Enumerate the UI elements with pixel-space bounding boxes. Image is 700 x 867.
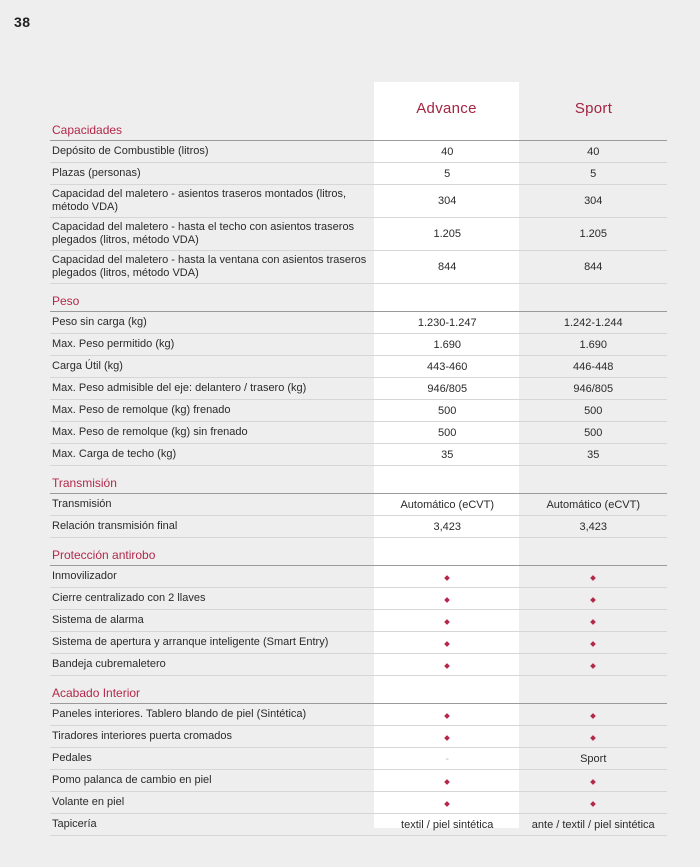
cell-advance: 946/805 bbox=[427, 382, 468, 395]
table-row bbox=[50, 792, 667, 814]
diamond-icon bbox=[444, 779, 450, 785]
page-number: 38 bbox=[14, 14, 31, 30]
table-row bbox=[50, 588, 667, 610]
table-row bbox=[50, 400, 667, 422]
cell-sport: 1.690 bbox=[579, 338, 607, 351]
table-row bbox=[50, 726, 667, 748]
row-label: Transmisión bbox=[52, 498, 112, 510]
cell-advance: 35 bbox=[441, 448, 454, 461]
diamond-icon bbox=[590, 641, 596, 647]
table-row bbox=[50, 163, 667, 185]
cell-sport: 304 bbox=[584, 195, 603, 207]
table-row bbox=[50, 312, 667, 334]
column-header-advance: Advance bbox=[416, 100, 477, 117]
table-row bbox=[50, 378, 667, 400]
row-label: Volante en piel bbox=[52, 796, 125, 808]
cell-advance: 1.690 bbox=[433, 338, 461, 351]
row-label: Inmovilizador bbox=[52, 570, 117, 582]
table-row bbox=[50, 704, 667, 726]
cell-sport: Sport bbox=[580, 752, 607, 765]
cell-advance: 500 bbox=[438, 426, 457, 439]
row-label: Max. Peso admisible del eje: delantero / trasero (kg) bbox=[52, 382, 307, 394]
table-row bbox=[50, 185, 667, 218]
table-row bbox=[50, 814, 667, 836]
table-row bbox=[50, 566, 667, 588]
row-label: Max. Peso permitido (kg) bbox=[52, 338, 175, 350]
row-label: Tiradores interiores puerta cromados bbox=[52, 730, 232, 742]
table-row bbox=[50, 516, 667, 538]
cell-sport bbox=[519, 731, 667, 743]
cell-sport bbox=[519, 637, 667, 649]
row-label: Paneles interiores. Tablero blando de piel (Sintética) bbox=[52, 708, 307, 720]
diamond-icon bbox=[590, 597, 596, 603]
cell-advance bbox=[375, 797, 520, 809]
table-row bbox=[50, 251, 667, 284]
dash-value: - bbox=[445, 752, 450, 765]
cell-advance: 1.205 bbox=[433, 228, 461, 240]
cell-sport bbox=[519, 709, 667, 721]
diamond-icon bbox=[444, 735, 450, 741]
cell-advance bbox=[375, 659, 520, 671]
cell-advance: Automático (eCVT) bbox=[400, 498, 494, 511]
row-label: Capacidad del maletero - hasta la ventana con asientos traseros plegados (litros, método VDA) bbox=[52, 254, 367, 279]
cell-sport: 5 bbox=[590, 167, 597, 180]
table-row bbox=[50, 356, 667, 378]
row-label: Sistema de apertura y arranque inteligente (Smart Entry) bbox=[52, 636, 329, 648]
cell-sport: 1.205 bbox=[579, 228, 607, 240]
diamond-icon bbox=[590, 663, 596, 669]
table-row bbox=[50, 334, 667, 356]
table-row bbox=[50, 748, 667, 770]
cell-sport: 3,423 bbox=[579, 520, 607, 533]
table-row bbox=[50, 770, 667, 792]
row-label: Pomo palanca de cambio en piel bbox=[52, 774, 212, 786]
diamond-icon bbox=[590, 779, 596, 785]
row-label: Max. Peso de remolque (kg) sin frenado bbox=[52, 426, 248, 438]
table-row bbox=[50, 654, 667, 676]
row-label: Carga Útil (kg) bbox=[52, 360, 123, 372]
row-label: Cierre centralizado con 2 llaves bbox=[52, 592, 206, 604]
cell-sport: 35 bbox=[587, 448, 600, 461]
row-label: Pedales bbox=[52, 752, 92, 764]
diamond-icon bbox=[444, 641, 450, 647]
table-row bbox=[50, 632, 667, 654]
cell-advance bbox=[375, 753, 520, 765]
section-heading: Peso bbox=[50, 284, 667, 312]
diamond-icon bbox=[444, 801, 450, 807]
cell-sport bbox=[519, 797, 667, 809]
row-label: Bandeja cubremaletero bbox=[52, 658, 166, 670]
table-row bbox=[50, 494, 667, 516]
section-heading: Capacidades bbox=[50, 117, 667, 141]
spec-table bbox=[50, 117, 667, 836]
row-label: Relación transmisión final bbox=[52, 520, 178, 532]
cell-sport: ante / textil / piel sintética bbox=[531, 818, 655, 831]
cell-advance bbox=[375, 709, 520, 721]
cell-sport: 500 bbox=[584, 404, 603, 417]
row-label: Plazas (personas) bbox=[52, 167, 141, 179]
cell-advance: 443-460 bbox=[427, 360, 468, 373]
diamond-icon bbox=[590, 801, 596, 807]
row-label: Depósito de Combustible (litros) bbox=[52, 145, 209, 157]
cell-advance: 304 bbox=[438, 195, 457, 207]
cell-sport: 500 bbox=[584, 426, 603, 439]
row-label: Max. Carga de techo (kg) bbox=[52, 448, 177, 460]
cell-advance bbox=[375, 615, 520, 627]
row-label: Capacidad del maletero - hasta el techo con asientos traseros plegados (litros, método VDA) bbox=[52, 221, 355, 246]
cell-sport bbox=[519, 775, 667, 787]
cell-advance: 40 bbox=[441, 145, 454, 158]
cell-sport bbox=[519, 593, 667, 605]
cell-advance bbox=[375, 593, 520, 605]
cell-advance bbox=[375, 775, 520, 787]
section-heading: Transmisión bbox=[50, 466, 667, 494]
diamond-icon bbox=[444, 575, 450, 581]
cell-advance: 1.230-1.247 bbox=[417, 316, 477, 329]
cell-sport: 844 bbox=[584, 261, 603, 273]
cell-sport: Automático (eCVT) bbox=[546, 498, 640, 511]
row-label: Capacidad del maletero - asientos traseros montados (litros, método VDA) bbox=[52, 188, 347, 213]
cell-sport: 40 bbox=[587, 145, 600, 158]
cell-advance: 844 bbox=[438, 261, 457, 273]
section-heading: Acabado Interior bbox=[50, 676, 667, 704]
cell-sport: 1.242-1.244 bbox=[563, 316, 623, 329]
diamond-icon bbox=[590, 575, 596, 581]
table-row bbox=[50, 422, 667, 444]
cell-sport bbox=[519, 659, 667, 671]
row-label: Sistema de alarma bbox=[52, 614, 144, 626]
cell-sport: 446-448 bbox=[573, 360, 614, 373]
row-label: Tapicería bbox=[52, 818, 97, 830]
column-header-sport: Sport bbox=[574, 100, 613, 117]
table-row bbox=[50, 444, 667, 466]
diamond-icon bbox=[444, 713, 450, 719]
table-row bbox=[50, 218, 667, 251]
diamond-icon bbox=[590, 735, 596, 741]
section-heading: Protección antirobo bbox=[50, 538, 667, 566]
diamond-icon bbox=[590, 713, 596, 719]
cell-advance bbox=[375, 637, 520, 649]
cell-sport: 946/805 bbox=[573, 382, 614, 395]
cell-advance bbox=[375, 731, 520, 743]
table-row bbox=[50, 141, 667, 163]
diamond-icon bbox=[444, 619, 450, 625]
cell-advance: textil / piel sintética bbox=[401, 818, 494, 831]
row-label: Peso sin carga (kg) bbox=[52, 316, 147, 328]
row-label: Max. Peso de remolque (kg) frenado bbox=[52, 404, 231, 416]
cell-sport bbox=[519, 571, 667, 583]
diamond-icon bbox=[444, 663, 450, 669]
cell-advance: 5 bbox=[444, 167, 451, 180]
cell-advance bbox=[375, 571, 520, 583]
diamond-icon bbox=[590, 619, 596, 625]
table-row bbox=[50, 610, 667, 632]
cell-advance: 500 bbox=[438, 404, 457, 417]
diamond-icon bbox=[444, 597, 450, 603]
cell-advance: 3,423 bbox=[433, 520, 461, 533]
cell-sport bbox=[519, 615, 667, 627]
